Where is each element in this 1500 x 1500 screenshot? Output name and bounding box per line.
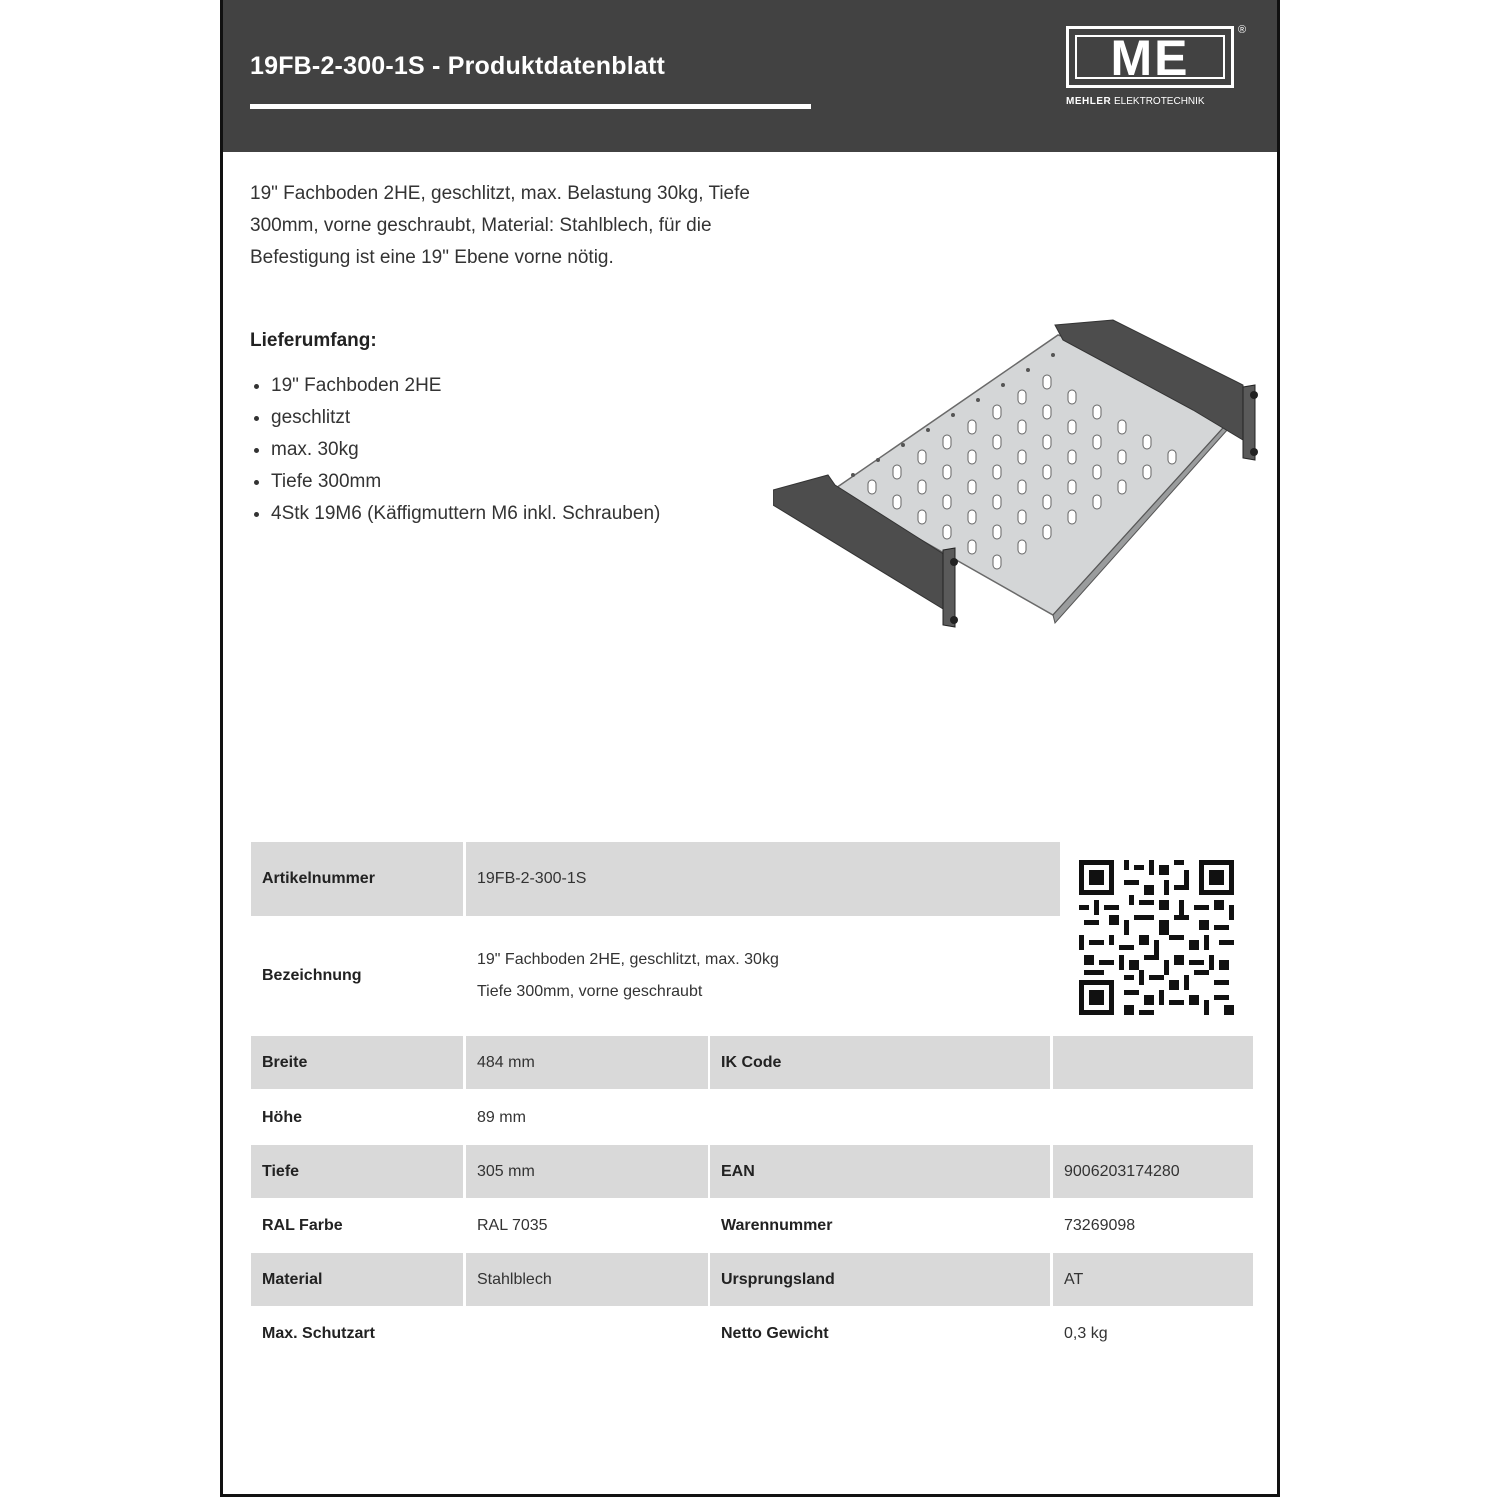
ursprungsland-value: AT bbox=[1053, 1253, 1253, 1306]
logo-wordmark bbox=[1066, 96, 1205, 107]
spec-row-schutzart bbox=[251, 1307, 1253, 1360]
gewicht-label: Netto Gewicht bbox=[721, 1324, 829, 1342]
list-item: • max. 30kg bbox=[271, 434, 660, 466]
artikelnummer-value: 19FB-2-300-1S bbox=[466, 842, 1060, 916]
header-bar bbox=[223, 0, 1277, 152]
qr-code bbox=[1079, 860, 1234, 1015]
mehler-logo bbox=[1066, 24, 1247, 114]
logo-brand: MEHLER bbox=[1066, 96, 1112, 107]
page-title: 19FB-2-300-1S - Produktdatenblatt bbox=[250, 52, 666, 80]
list-item: • 4Stk 19M6 (Käffigmuttern M6 inkl. Schrauben) bbox=[271, 498, 660, 530]
list-item: • 19" Fachboden 2HE bbox=[271, 370, 660, 402]
gewicht-value: 0,3 kg bbox=[1064, 1324, 1108, 1342]
lieferumfang-list bbox=[250, 370, 660, 530]
material-label: Material bbox=[251, 1253, 463, 1306]
bezeichnung-label: Bezeichnung bbox=[262, 967, 362, 984]
bezeichnung-line-2: Tiefe 300mm, vorne geschraubt bbox=[477, 983, 703, 1000]
spec-row-tiefe bbox=[251, 1145, 1253, 1198]
ik-code-value bbox=[1053, 1036, 1253, 1089]
spec-row-hoehe bbox=[251, 1091, 1253, 1144]
hoehe-value: 89 mm bbox=[477, 1108, 526, 1126]
logo-letters: ME bbox=[1110, 30, 1190, 86]
ik-code-label: IK Code bbox=[710, 1036, 1050, 1089]
artikelnummer-label: Artikelnummer bbox=[251, 842, 463, 916]
product-description: 19" Fachboden 2HE, geschlitzt, max. Belastung 30kg, Tiefe 300mm, vorne geschraubt, Material: Stahlblech, für die Befestigung ist eine 19" Ebene vorne nötig. bbox=[250, 183, 750, 268]
tiefe-label: Tiefe bbox=[251, 1145, 463, 1198]
logo-sub: ELEKTROTECHNIK bbox=[1114, 96, 1205, 107]
lieferumfang-heading: Lieferumfang: bbox=[250, 330, 377, 351]
schutzart-value bbox=[466, 1307, 708, 1360]
spec-row-ral bbox=[251, 1199, 1253, 1252]
hoehe-label: Höhe bbox=[262, 1108, 302, 1126]
warennummer-value: 73269098 bbox=[1064, 1216, 1136, 1234]
datasheet-page bbox=[220, 0, 1280, 1497]
product-image bbox=[773, 315, 1263, 635]
tiefe-value: 305 mm bbox=[466, 1145, 708, 1198]
ean-label: EAN bbox=[710, 1145, 1050, 1198]
breite-label: Breite bbox=[251, 1036, 463, 1089]
ean-value: 9006203174280 bbox=[1053, 1145, 1253, 1198]
logo-frame bbox=[1066, 26, 1234, 88]
list-item: • Tiefe 300mm bbox=[271, 466, 660, 498]
registered-mark: ® bbox=[1238, 24, 1247, 36]
spec-row-material bbox=[251, 1253, 1253, 1306]
ral-label: RAL Farbe bbox=[262, 1216, 343, 1234]
spec-row-breite bbox=[251, 1036, 1253, 1089]
warennummer-label: Warennummer bbox=[721, 1216, 833, 1234]
ursprungsland-label: Ursprungsland bbox=[710, 1253, 1050, 1306]
schutzart-label: Max. Schutzart bbox=[262, 1324, 375, 1342]
ral-value: RAL 7035 bbox=[477, 1216, 548, 1234]
title-underline bbox=[250, 104, 811, 109]
list-item: • geschlitzt bbox=[271, 402, 660, 434]
bezeichnung-value bbox=[466, 916, 1060, 1036]
material-value: Stahlblech bbox=[466, 1253, 708, 1306]
bezeichnung-line-1: 19" Fachboden 2HE, geschlitzt, max. 30kg bbox=[477, 951, 779, 968]
breite-value: 484 mm bbox=[466, 1036, 708, 1089]
